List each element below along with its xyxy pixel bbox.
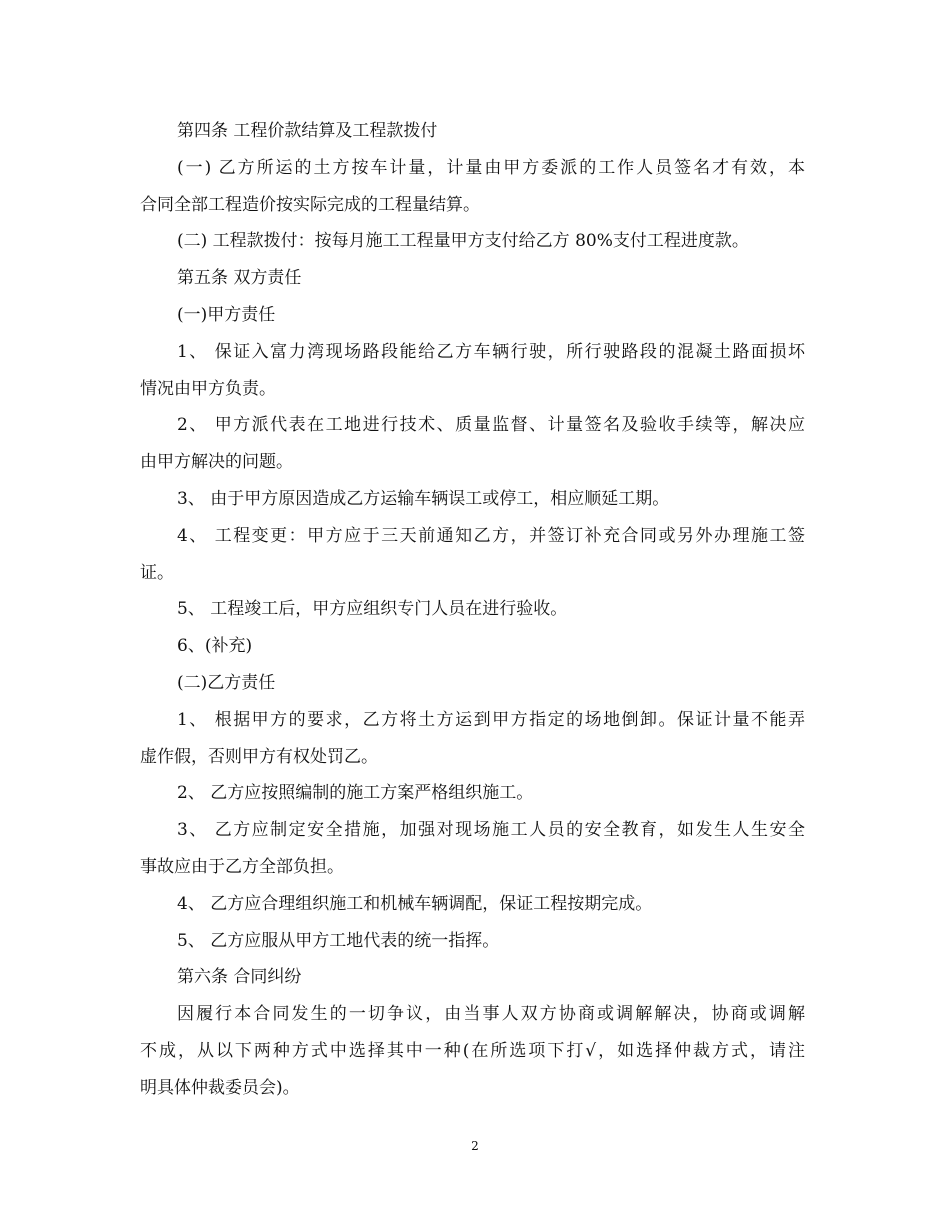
text-line: 虚作假，否则甲方有权处罚乙。 xyxy=(140,746,378,767)
text-line: 4、 乙方应合理组织施工和机械车辆调配，保证工程按期完成。 xyxy=(177,893,653,914)
text-line: 明具体仲裁委员会)。 xyxy=(140,1077,300,1098)
text-line: 第六条 合同纠纷 xyxy=(177,967,302,988)
text-line: 证。 xyxy=(140,562,174,583)
text-line: 1、 根据甲方的要求，乙方将土方运到甲方指定的场地倒卸。保证计量不能弄 xyxy=(177,709,805,730)
text-line: 2、 甲方派代表在工地进行技术、质量监督、计量签名及验收手续等，解决应 xyxy=(177,415,805,436)
text-line: (一)甲方责任 xyxy=(177,304,276,325)
document-body xyxy=(140,113,805,1107)
text-line: (二) 工程款拨付：按每月施工工程量甲方支付给乙方 80%支付工程进度款。 xyxy=(177,231,749,252)
text-line: 3、 乙方应制定安全措施，加强对现场施工人员的安全教育，如发生人生安全 xyxy=(177,820,805,841)
page-number: 2 xyxy=(471,1139,479,1153)
text-line: 3、 由于甲方原因造成乙方运输车辆误工或停工，相应顺延工期。 xyxy=(177,488,670,509)
text-line: (二)乙方责任 xyxy=(177,672,276,693)
text-line: 2、 乙方应按照编制的施工方案严格组织施工。 xyxy=(177,783,534,804)
text-line: (一) 乙方所运的土方按车计量，计量由甲方委派的工作人员签名才有效，本 xyxy=(177,157,805,178)
text-line: 事故应由于乙方全部负担。 xyxy=(140,856,344,877)
text-line: 4、 工程变更：甲方应于三天前通知乙方，并签订补充合同或另外办理施工签 xyxy=(177,525,805,546)
text-line: 1、 保证入富力湾现场路段能给乙方车辆行驶，所行驶路段的混凝土路面损坏 xyxy=(177,341,805,362)
text-line: 6、(补充) xyxy=(177,636,253,657)
text-line: 因履行本合同发生的一切争议，由当事人双方协商或调解解决，协商或调解 xyxy=(177,1004,805,1025)
text-line: 5、 工程竣工后，甲方应组织专门人员在进行验收。 xyxy=(177,599,568,620)
text-line: 第五条 双方责任 xyxy=(177,268,302,289)
text-line: 合同全部工程造价按实际完成的工程量结算。 xyxy=(140,194,480,215)
text-line: 情况由甲方负责。 xyxy=(140,378,276,399)
text-line: 不成，从以下两种方式中选择其中一种(在所选项下打√，如选择仲裁方式，请注 xyxy=(140,1040,805,1061)
text-line: 由甲方解决的问题。 xyxy=(140,452,293,473)
text-line: 5、 乙方应服从甲方工地代表的统一指挥。 xyxy=(177,930,500,951)
text-line: 第四条 工程价款结算及工程款拨付 xyxy=(177,121,438,141)
